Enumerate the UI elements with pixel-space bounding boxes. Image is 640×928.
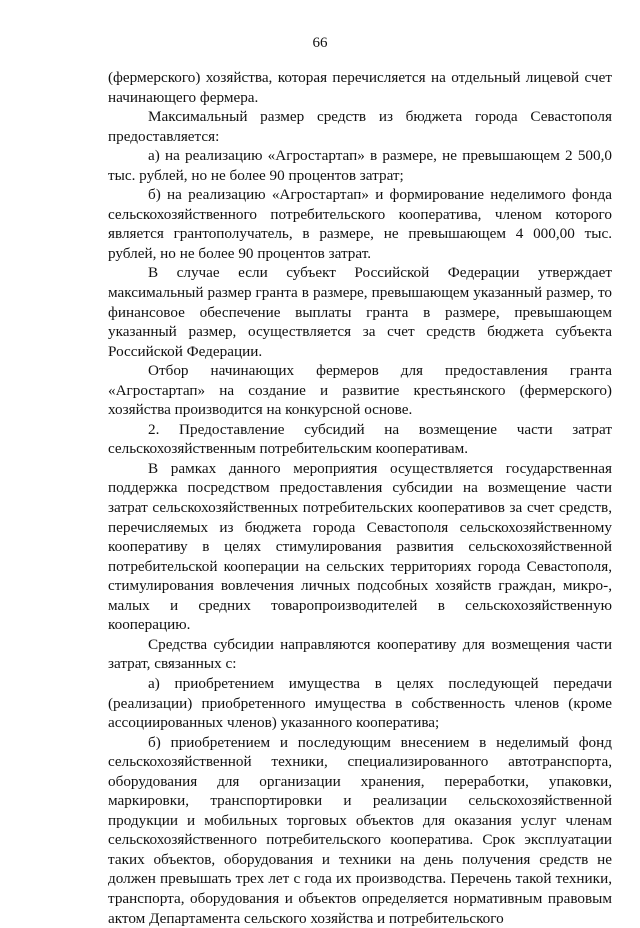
paragraph: а) на реализацию «Агростартап» в размере, не превышающем 2 500,0 тыс. рублей, но не более 90 процентов затрат; — [108, 147, 612, 184]
paragraph: б) приобретением и последующим внесением в неделимый фонд сельскохозяйственной техники, специализированного автотранспорта, оборудования для организации хранения, переработки, упаковки, маркировки, транспортировки и реализации сельскохозяйственной продукции и мобильных торговых объектов для оказания услуг членам сельскохозяйственного потребительского кооператива. Срок эксплуатации таких объектов, оборудования и техники на день получения средств не должен превышать трех лет с года их производства. Перечень такой техники, транспорта, оборудования и объектов определяется нормативным правовым актом Департамента сельского хозяйства и потребительского — [108, 733, 612, 927]
paragraph: Средства субсидии направляются кооперативу для возмещения части затрат, связанных с: — [108, 635, 612, 673]
paragraph: а) приобретением имущества в целях последующей передачи (реализации) приобретенного имущества в собственность членов (кроме ассоциированных членов) указанного кооператива; — [108, 674, 612, 732]
paragraph: б) на реализацию «Агростартап» и формирование неделимого фонда сельскохозяйственного потребительского кооператива, членом которого является грантополучатель, в размере, не превышающем 4 000,00 тыс. рублей, но не более 90 процентов затрат. — [108, 186, 612, 262]
paragraph: В случае если субъект Российской Федерации утверждает максимальный размер гранта в размере, превышающем указанный размер, то финансовое обеспечение выплаты гранта в размере, превышающем указанный размер, осуществляется за счет средств бюджета субъекта Российской Федерации. — [108, 264, 612, 360]
document-body — [108, 68, 612, 928]
paragraph: (фермерского) хозяйства, которая перечисляется на отдельный лицевой счет начинающего фермера. — [108, 69, 612, 106]
paragraph: Отбор начинающих фермеров для предоставления гранта «Агростартап» на создание и развитие крестьянского (фермерского) хозяйства производится на конкурсной основе. — [108, 362, 612, 419]
paragraph: В рамках данного мероприятия осуществляется государственная поддержка посредством предоставления субсидии на возмещение части затрат сельскохозяйственных потребительских кооперативов за счет средств, перечисляемых из бюджета города Севастополя сельскохозяйственному кооперативу в целях стимулирования развития сельскохозяйственной потребительской кооперации на сельских территориях города Севастополя, стимулирования вовлечения личных подсобных хозяйств граждан, микро-, малых и средних товаропроизводителей в сельскохозяйственную кооперацию. — [108, 459, 612, 634]
paragraph: Максимальный размер средств из бюджета города Севастополя предоставляется: — [108, 108, 612, 145]
paragraph: 2. Предоставление субсидий на возмещение части затрат сельскохозяйственным потребительским кооперативам. — [108, 420, 612, 458]
page-number: 66 — [312, 35, 328, 51]
